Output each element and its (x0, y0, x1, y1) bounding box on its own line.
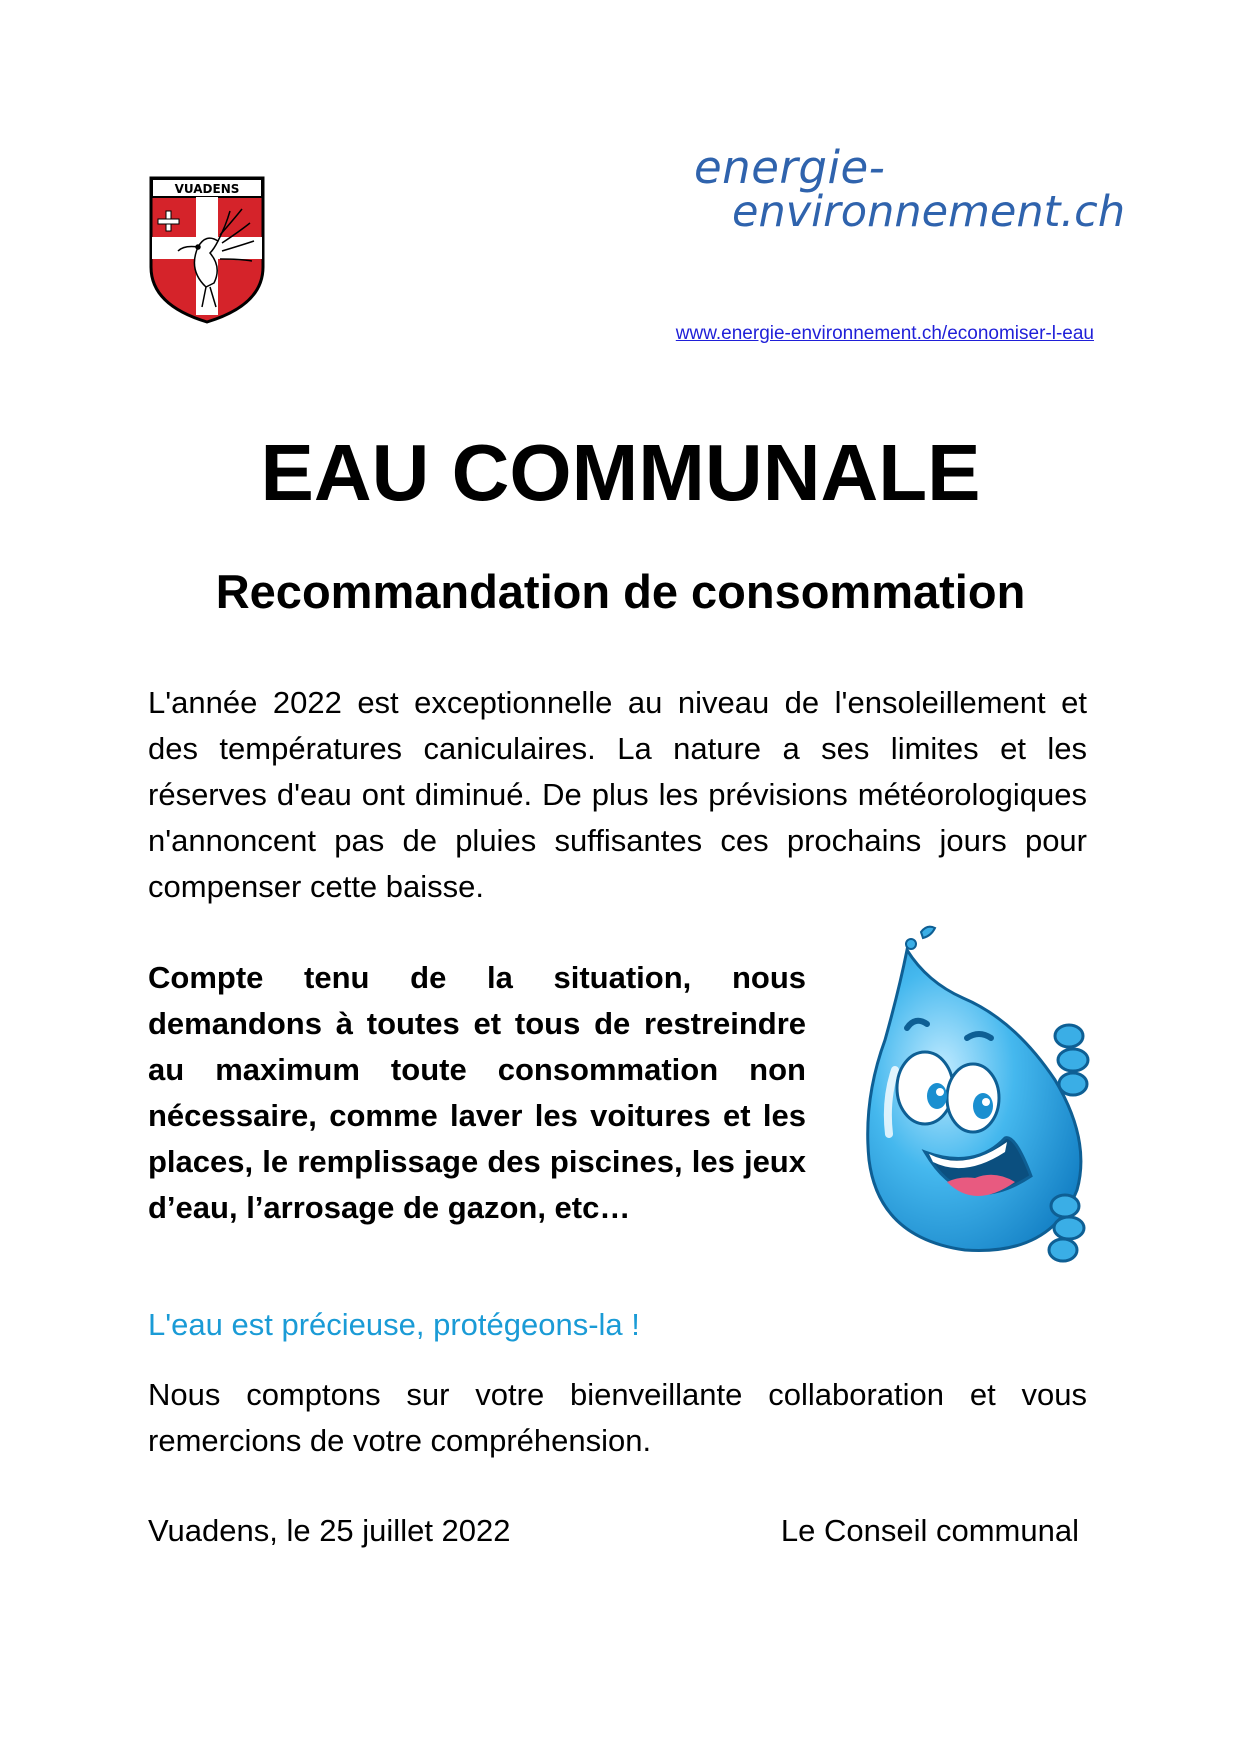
energie-environnement-link[interactable]: www.energie-environnement.ch/economiser-l-eau (675, 323, 1094, 344)
page-subtitle: Recommandation de consommation (215, 565, 1026, 618)
signature: Le Conseil communal (780, 1513, 1079, 1548)
intro-paragraph: L'année 2022 est exceptionnelle au niveau de l'ensoleillement et des températures caniculaires. La nature a ses limites et les réserves d'eau ont diminué. De plus les prévisions météorologiques n'annoncent pas de pluies suffisantes ces prochains jours pour compenser cette baisse. (148, 685, 1087, 904)
request-paragraph: Compte tenu de la situation, nous demandons à toutes et tous de restreindre au maximum toute consommation non nécessaire, comme laver les voitures et les places, le remplissage des piscines, les jeux d’eau, l’arrosage de gazon, etc… (148, 960, 806, 1225)
water-drop-mascot-icon (855, 920, 1095, 1275)
page-title: EAU COMMUNALE (260, 428, 981, 517)
motto: L'eau est précieuse, protégeons-la ! (148, 1307, 640, 1342)
brand-line-1: energie- (694, 141, 886, 194)
thanks-paragraph: Nous comptons sur votre bienveillante collaboration et vous remercions de votre compréhension. (148, 1377, 1087, 1458)
brand-line-2: environnement.ch (732, 187, 1126, 237)
vuadens-coat-of-arms-icon (148, 175, 266, 325)
energie-environnement-logo (686, 141, 1126, 243)
crest-name: VUADENS (174, 182, 240, 196)
place-date: Vuadens, le 25 juillet 2022 (148, 1513, 511, 1548)
